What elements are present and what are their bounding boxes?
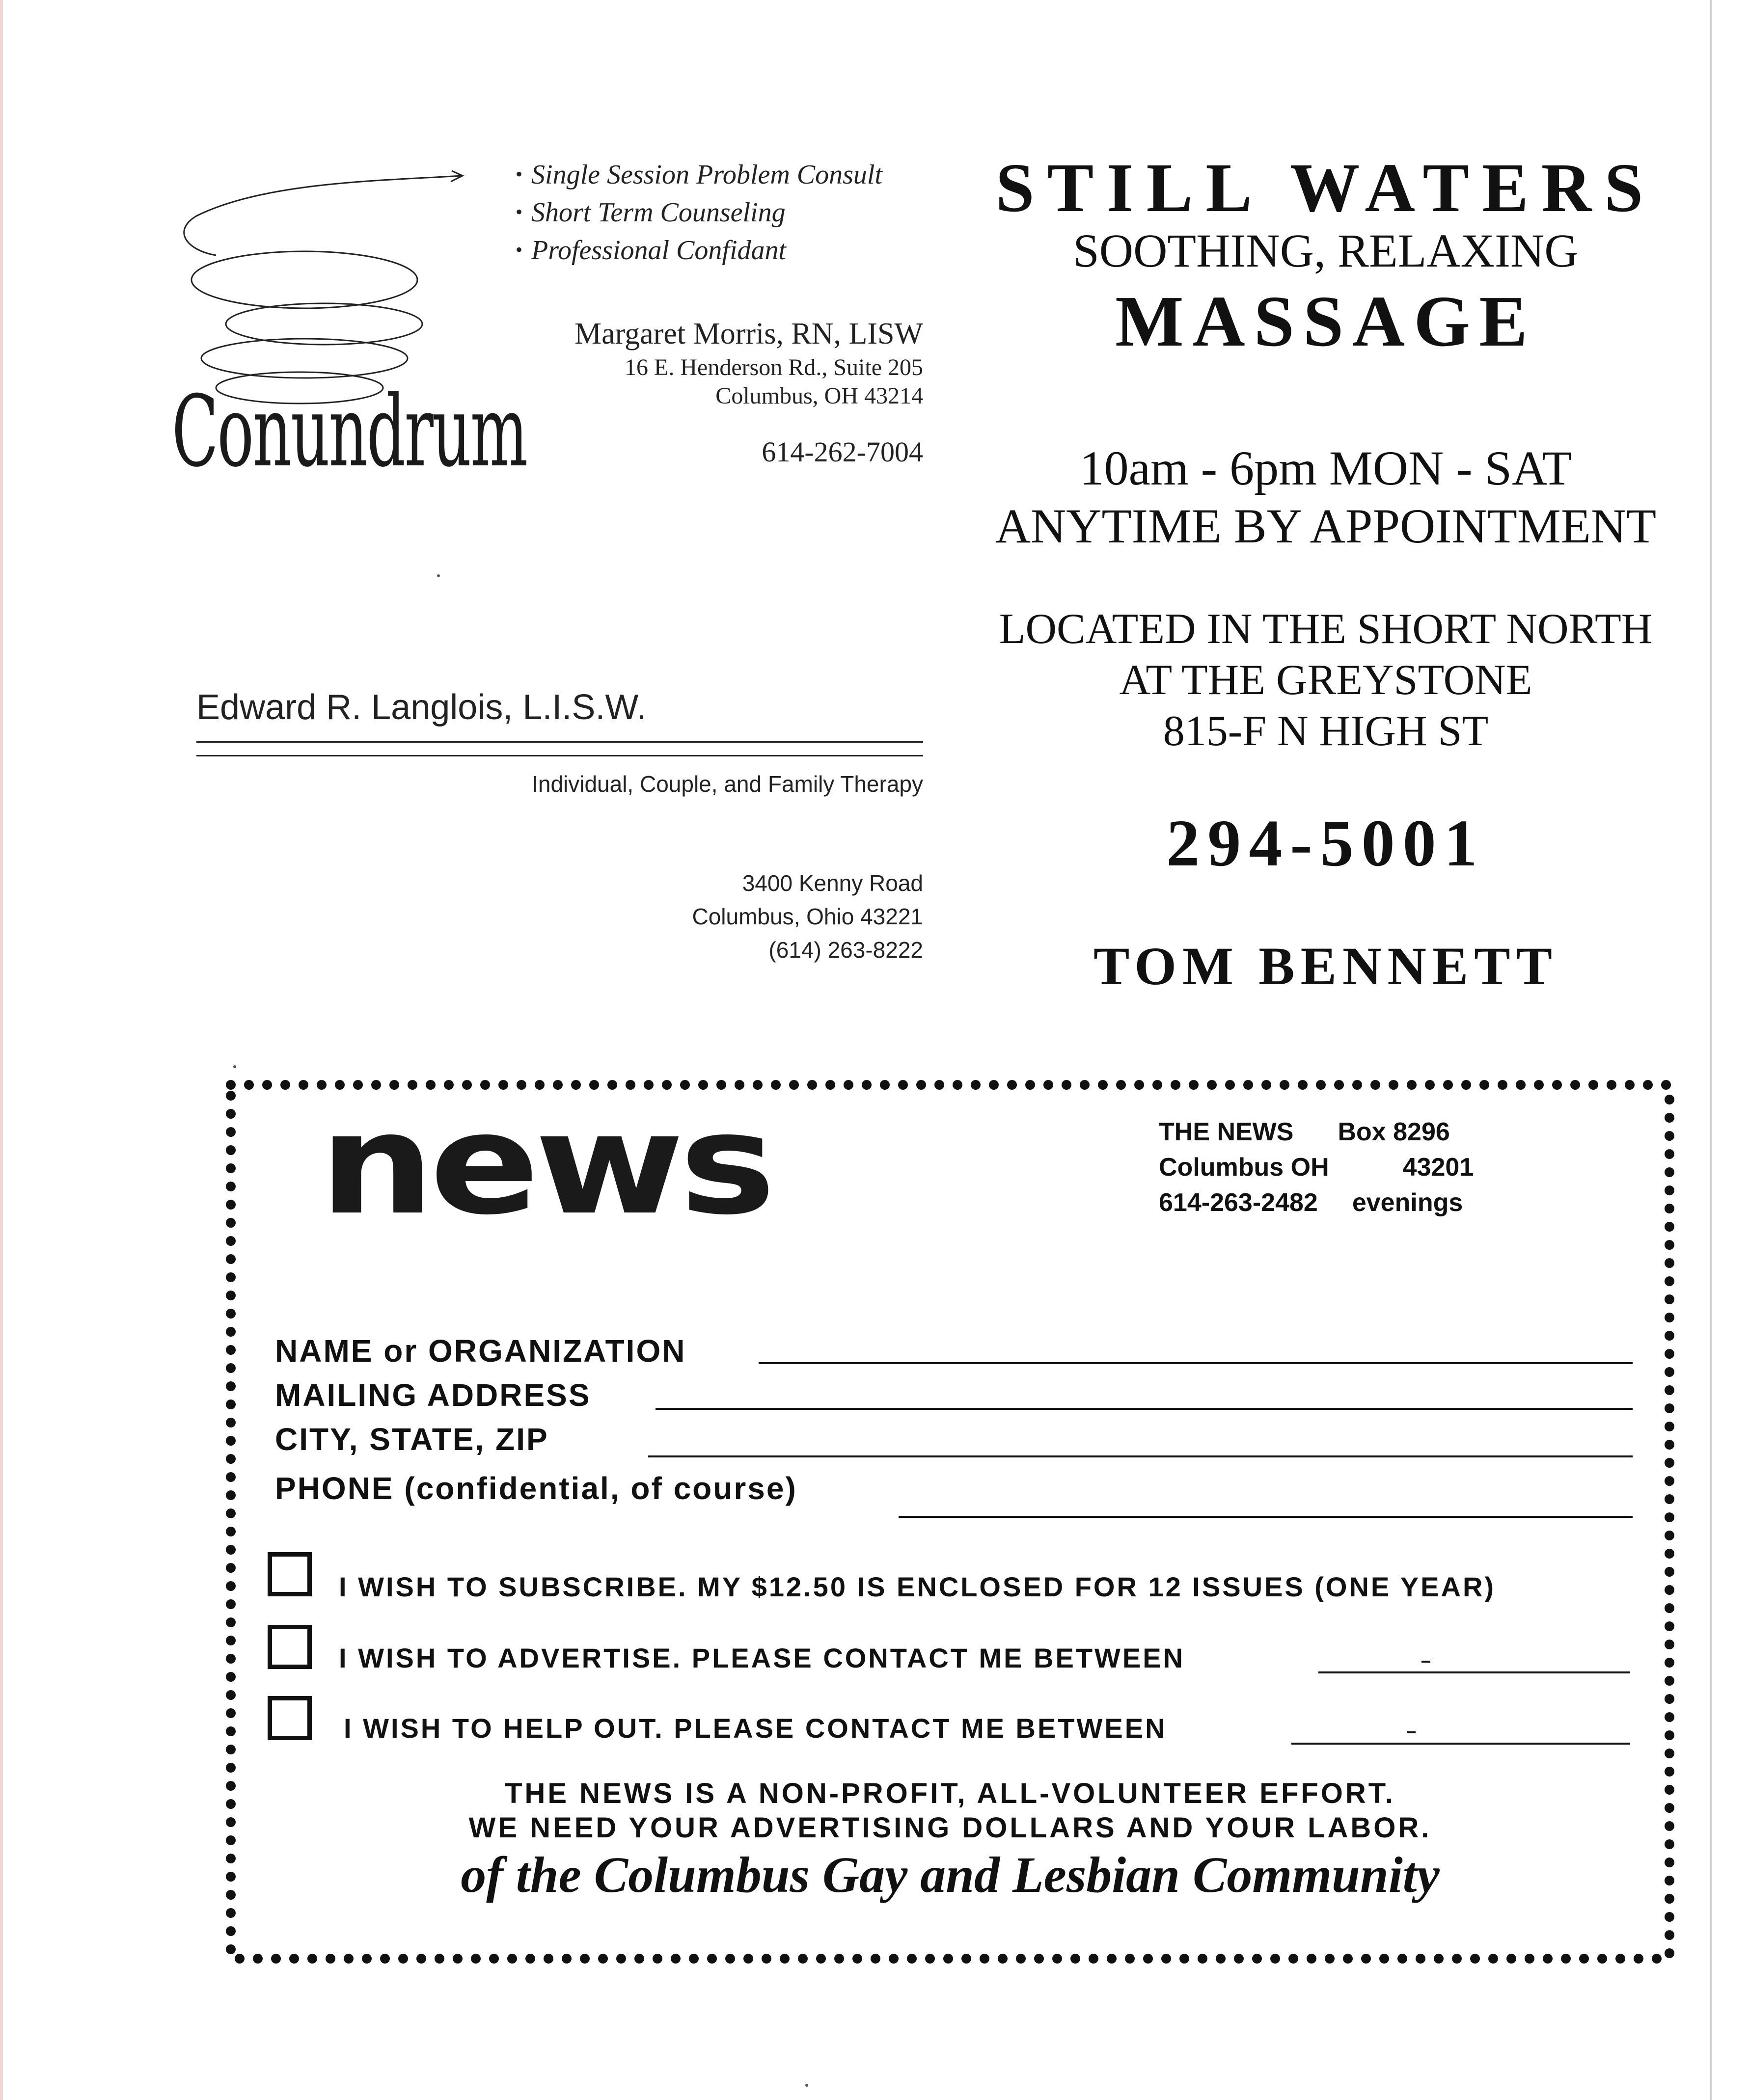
name-field[interactable] (759, 1362, 1633, 1364)
service-item: • Professional Confidant (516, 233, 957, 270)
time-range-dash (1421, 1661, 1430, 1663)
page-edge-left (0, 0, 3, 2100)
subscribe-option-label: I WISH TO SUBSCRIBE. MY $12.50 IS ENCLOSED FOR 12 ISSUES (ONE YEAR) (339, 1571, 1496, 1602)
news-contact-info (1159, 1114, 1474, 1220)
address-field-label: MAILING ADDRESS (275, 1377, 591, 1413)
contact-text: evenings (1352, 1188, 1463, 1217)
contact-text: Box 8296 (1338, 1118, 1450, 1146)
advertise-option-label: I WISH TO ADVERTISE. PLEASE CONTACT ME BETWEEN (339, 1642, 1185, 1673)
address-line: Columbus, OH 43214 (715, 383, 923, 409)
address-line: 16 E. Henderson Rd., Suite 205 (625, 354, 923, 380)
contact-name: Edward R. Langlois, L.I.S.W. (196, 688, 647, 727)
conundrum-contact (491, 314, 923, 469)
location-line: AT THE GREYSTONE (1119, 656, 1532, 704)
contact-text: 614-263-2482 (1159, 1188, 1318, 1217)
phone-field-label: PHONE (confidential, of course) (275, 1471, 797, 1506)
speck (437, 574, 440, 577)
ad-location (977, 604, 1674, 757)
note-line: THE NEWS IS A NON-PROFIT, ALL-VOLUNTEER EFFORT. (505, 1777, 1395, 1809)
ad-service: MASSAGE (1115, 281, 1536, 362)
ad-title: STILL WATERS (995, 149, 1656, 226)
phone-number: 294-5001 (1166, 807, 1485, 880)
service-item: • Single Session Problem Consult (516, 157, 957, 195)
conundrum-logo: Conundrum (172, 375, 527, 489)
advertise-time-field[interactable] (1318, 1671, 1630, 1673)
contact-text: THE NEWS (1159, 1118, 1294, 1146)
city-field-label: CITY, STATE, ZIP (275, 1422, 549, 1457)
city-state-zip-field[interactable] (648, 1455, 1633, 1457)
ad-hours (977, 439, 1674, 555)
divider (196, 755, 923, 756)
contact-text: 43201 (1402, 1153, 1474, 1182)
service-item: • Short Term Counseling (516, 195, 957, 233)
contact-name: Margaret Morris, RN, LISW (574, 317, 923, 350)
location-line: LOCATED IN THE SHORT NORTH (999, 605, 1653, 653)
langlois-address (196, 866, 923, 967)
practice-description: Individual, Couple, and Family Therapy (532, 771, 923, 797)
phone-number: (614) 263-8222 (768, 937, 923, 963)
speck (233, 1065, 236, 1068)
address-field[interactable] (656, 1408, 1633, 1410)
help-checkbox[interactable] (268, 1696, 312, 1740)
phone-number: 614-262-7004 (762, 436, 923, 468)
phone-field[interactable] (899, 1516, 1633, 1518)
help-option-label: I WISH TO HELP OUT. PLEASE CONTACT ME BETWEEN (344, 1713, 1167, 1744)
ad-subtitle: SOOTHING, RELAXING (1073, 224, 1579, 277)
speck (805, 2084, 808, 2087)
help-time-field[interactable] (1291, 1743, 1630, 1745)
advertise-checkbox[interactable] (268, 1625, 312, 1669)
hours-line: 10am - 6pm MON - SAT (1079, 441, 1572, 495)
conundrum-services (516, 157, 957, 270)
community-tagline: of the Columbus Gay and Lesbian Community (461, 1847, 1440, 1903)
address-line: 3400 Kenny Road (742, 870, 923, 896)
page-edge-right (1710, 0, 1712, 2100)
hours-line: ANYTIME BY APPOINTMENT (995, 499, 1657, 553)
name-field-label: NAME or ORGANIZATION (275, 1333, 686, 1369)
note-line: WE NEED YOUR ADVERTISING DOLLARS AND YOUR LABOR. (468, 1812, 1432, 1844)
owner-name: TOM BENNETT (1093, 936, 1558, 996)
subscribe-checkbox[interactable] (268, 1552, 312, 1596)
contact-text: Columbus OH (1159, 1153, 1329, 1182)
time-range-dash (1407, 1731, 1416, 1733)
divider (196, 741, 923, 743)
location-line: 815-F N HIGH ST (1163, 707, 1489, 755)
address-line: Columbus, Ohio 43221 (692, 904, 923, 929)
news-logo: news (319, 1083, 771, 1246)
